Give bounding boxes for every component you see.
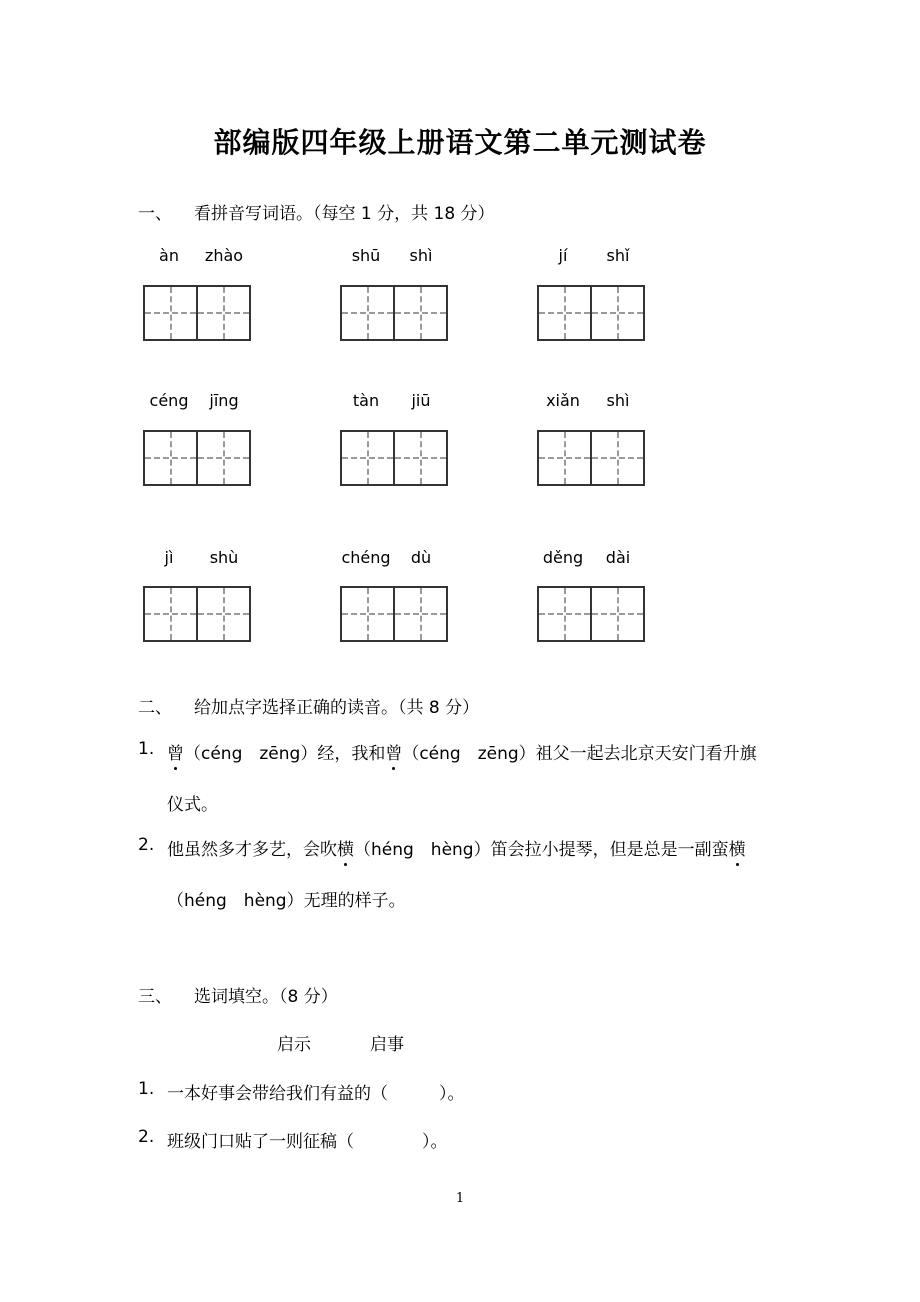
grid-guide-line bbox=[395, 312, 446, 314]
pinyin-label: àn bbox=[159, 246, 179, 265]
writing-grid[interactable] bbox=[340, 285, 447, 341]
grid-guide-line bbox=[395, 613, 446, 615]
grid-guide-line bbox=[539, 457, 590, 459]
pinyin-label: děng bbox=[542, 548, 584, 567]
pinyin-label: shù bbox=[209, 548, 239, 567]
writing-cell[interactable] bbox=[143, 430, 198, 486]
writing-grid[interactable] bbox=[143, 586, 250, 642]
grid-guide-line bbox=[198, 312, 249, 314]
section-2-question-1 bbox=[167, 739, 757, 764]
section-2-question-2-line-2: （héng hèng）无理的样子。 bbox=[167, 891, 406, 911]
writing-grid[interactable] bbox=[537, 586, 644, 642]
writing-grid[interactable] bbox=[340, 586, 447, 642]
pinyin-label: zhào bbox=[204, 246, 244, 265]
section-3-question-1: 一本好事会带给我们有益的（ ）。 bbox=[167, 1084, 465, 1104]
writing-cell[interactable] bbox=[143, 285, 198, 341]
section-2-question-2 bbox=[167, 835, 746, 860]
pinyin-label: shì bbox=[409, 246, 433, 265]
section-2-question-1-number: 1. bbox=[138, 739, 155, 759]
pinyin-label: jīng bbox=[209, 391, 239, 410]
writing-cell[interactable] bbox=[340, 285, 395, 341]
section-1-number: 一、 bbox=[138, 204, 172, 224]
grid-guide-line bbox=[198, 613, 249, 615]
section-1-heading: 看拼音写词语。（每空 1 分，共 18 分） bbox=[194, 204, 495, 224]
writing-cell[interactable] bbox=[196, 430, 251, 486]
dotted-char: 曾 bbox=[167, 744, 184, 764]
pinyin-label: jiū bbox=[411, 391, 431, 410]
grid-guide-line bbox=[342, 613, 393, 615]
writing-cell[interactable] bbox=[590, 430, 645, 486]
writing-grid[interactable] bbox=[143, 285, 250, 341]
section-2-question-1-line-2: 仪式。 bbox=[167, 795, 218, 815]
writing-grid[interactable] bbox=[143, 430, 250, 486]
writing-cell[interactable] bbox=[393, 430, 448, 486]
pinyin-label: shì bbox=[606, 391, 630, 410]
grid-guide-line bbox=[592, 312, 643, 314]
writing-grid[interactable] bbox=[537, 285, 644, 341]
dotted-char: 横 bbox=[337, 840, 354, 860]
grid-guide-line bbox=[539, 312, 590, 314]
pinyin-label: dài bbox=[605, 548, 631, 567]
section-2-question-2-number: 2. bbox=[138, 835, 155, 855]
writing-cell[interactable] bbox=[196, 586, 251, 642]
writing-cell[interactable] bbox=[393, 285, 448, 341]
writing-cell[interactable] bbox=[537, 586, 592, 642]
question-text: （céng zēng）经，我和 bbox=[184, 744, 386, 764]
question-text: （héng hèng）笛会拉小提琴，但是总是一副蛮 bbox=[354, 840, 729, 860]
writing-cell[interactable] bbox=[537, 430, 592, 486]
writing-cell[interactable] bbox=[590, 285, 645, 341]
grid-guide-line bbox=[145, 312, 196, 314]
section-3-number: 三、 bbox=[138, 987, 172, 1007]
section-3-question-2: 班级门口贴了一则征稿（ ）。 bbox=[167, 1132, 448, 1152]
writing-cell[interactable] bbox=[143, 586, 198, 642]
writing-cell[interactable] bbox=[340, 430, 395, 486]
grid-guide-line bbox=[592, 457, 643, 459]
pinyin-label: céng bbox=[149, 391, 189, 410]
grid-guide-line bbox=[342, 312, 393, 314]
pinyin-label: xiǎn bbox=[546, 391, 580, 410]
page-title: 部编版四年级上册语文第二单元测试卷 bbox=[213, 126, 707, 159]
page-number: 1 bbox=[455, 1191, 465, 1206]
grid-guide-line bbox=[145, 457, 196, 459]
grid-guide-line bbox=[592, 613, 643, 615]
section-2-heading: 给加点字选择正确的读音。（共 8 分） bbox=[194, 698, 480, 718]
pinyin-label: shǐ bbox=[606, 246, 630, 265]
writing-cell[interactable] bbox=[340, 586, 395, 642]
writing-cell[interactable] bbox=[393, 586, 448, 642]
writing-cell[interactable] bbox=[537, 285, 592, 341]
section-3-question-2-number: 2. bbox=[138, 1127, 155, 1147]
word-option-1: 启示 bbox=[277, 1035, 311, 1055]
pinyin-label: tàn bbox=[352, 391, 380, 410]
writing-cell[interactable] bbox=[196, 285, 251, 341]
section-3-question-1-number: 1. bbox=[138, 1079, 155, 1099]
question-text: （céng zēng）祖父一起去北京天安门看升旗 bbox=[402, 744, 757, 764]
pinyin-label: jí bbox=[558, 246, 568, 265]
dotted-char: 曾 bbox=[385, 744, 403, 764]
writing-cell[interactable] bbox=[590, 586, 645, 642]
section-3-heading: 选词填空。（8 分） bbox=[194, 987, 338, 1007]
section-2-number: 二、 bbox=[138, 698, 172, 718]
pinyin-label: jì bbox=[164, 548, 174, 567]
grid-guide-line bbox=[198, 457, 249, 459]
word-option-2: 启事 bbox=[370, 1035, 404, 1055]
grid-guide-line bbox=[145, 613, 196, 615]
grid-guide-line bbox=[539, 613, 590, 615]
writing-grid[interactable] bbox=[340, 430, 447, 486]
question-text: 他虽然多才多艺，会吹 bbox=[167, 840, 337, 860]
pinyin-label: dù bbox=[410, 548, 432, 567]
dotted-char: 横 bbox=[728, 840, 746, 860]
writing-grid[interactable] bbox=[537, 430, 644, 486]
grid-guide-line bbox=[342, 457, 393, 459]
pinyin-label: shū bbox=[351, 246, 381, 265]
grid-guide-line bbox=[395, 457, 446, 459]
pinyin-label: chéng bbox=[341, 548, 391, 567]
